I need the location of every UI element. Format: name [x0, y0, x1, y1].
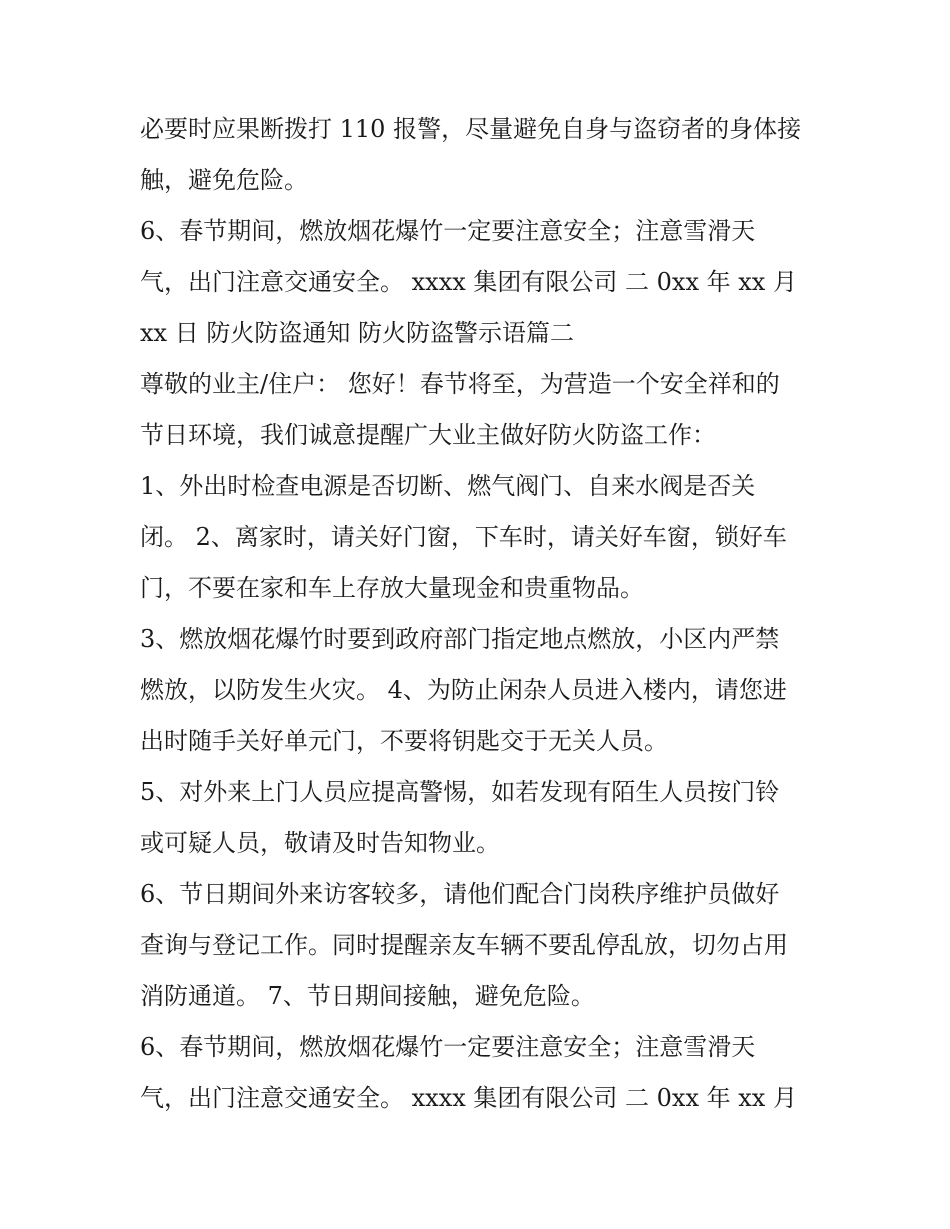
document-body [140, 104, 830, 1124]
text-line: 3、燃放烟花爆竹时要到政府部门指定地点燃放，小区内严禁 [140, 625, 780, 653]
text-line: 气，出门注意交通安全。 xxxx 集团有限公司 二 0xx 年 xx 月 [140, 268, 797, 296]
text-line: xx 日 防火防盗通知 防火防盗警示语篇二 [140, 319, 574, 347]
text-line: 燃放，以防发生火灾。 4、为防止闲杂人员进入楼内，请您进 [140, 676, 787, 704]
text-line: 出时随手关好单元门，不要将钥匙交于无关人员。 [140, 727, 668, 755]
text-line: 查询与登记工作。同时提醒亲友车辆不要乱停乱放，切勿占用 [140, 931, 788, 959]
text-line: 气，出门注意交通安全。 xxxx 集团有限公司 二 0xx 年 xx 月 [140, 1084, 797, 1112]
text-line: 门，不要在家和车上存放大量现金和贵重物品。 [140, 574, 644, 602]
text-line: 1、外出时检查电源是否切断、燃气阀门、自来水阀是否关 [140, 472, 756, 500]
text-line: 必要时应果断拨打 110 报警，尽量避免自身与盗窃者的身体接 [140, 115, 802, 143]
text-line: 或可疑人员，敬请及时告知物业。 [140, 829, 500, 857]
text-line: 6、节日期间外来访客较多，请他们配合门岗秩序维护员做好 [140, 880, 780, 908]
text-line: 6、春节期间，燃放烟花爆竹一定要注意安全；注意雪滑天 [140, 217, 756, 245]
text-line: 节日环境，我们诚意提醒广大业主做好防火防盗工作： [140, 421, 716, 449]
text-line: 闭。 2、离家时，请关好门窗，下车时，请关好车窗，锁好车 [140, 523, 787, 551]
text-line: 尊敬的业主/住户： 您好！春节将至，为营造一个安全祥和的 [140, 370, 780, 398]
text-line: 消防通道。 7、节日期间接触，避免危险。 [140, 982, 595, 1010]
text-line: 触，避免危险。 [140, 166, 308, 194]
text-line: 5、对外来上门人员应提高警惕，如若发现有陌生人员按门铃 [140, 778, 780, 806]
text-line: 6、春节期间，燃放烟花爆竹一定要注意安全；注意雪滑天 [140, 1033, 756, 1061]
